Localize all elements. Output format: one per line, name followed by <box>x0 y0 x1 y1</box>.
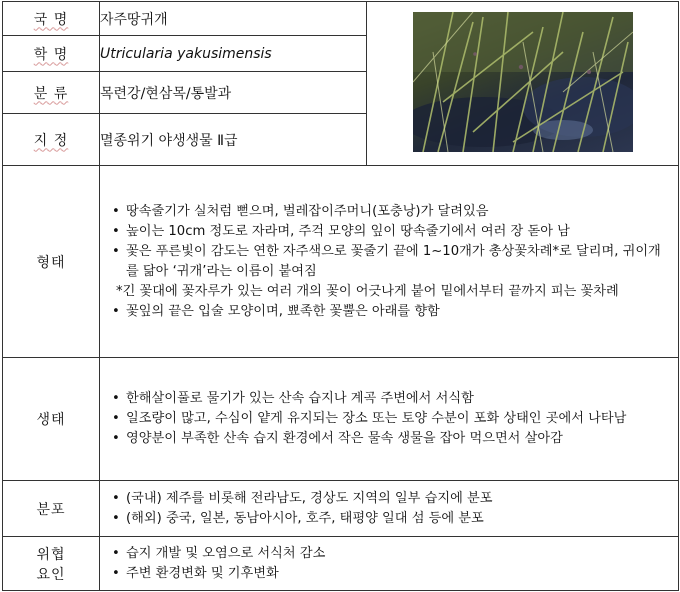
scientific-name-label: 학 명 <box>3 36 100 72</box>
ecology-content <box>100 358 679 481</box>
list-item: • 땅속줄기가 실처럼 뻗으며, 벌레잡이주머니(포충낭)가 달려있음 <box>112 203 489 219</box>
scientific-name-value: Utricularia yakusimensis <box>100 36 367 72</box>
species-info-table <box>2 1 679 591</box>
morphology-content <box>100 166 679 358</box>
row-korean-name <box>3 2 679 36</box>
list-item: • 한해살이풀로 물기가 있는 산속 습지나 계곡 주변에서 서식함 <box>112 391 474 406</box>
ecology-label: 생태 <box>3 358 100 481</box>
footnote: *긴 꽃대에 꽃자루가 있는 여러 개의 꽃이 어긋나게 붙어 밑에서부터 끝까지 피는 꽃차례 <box>116 283 619 299</box>
row-ecology <box>3 358 679 481</box>
classification-label: 분 류 <box>3 72 100 114</box>
morphology-list <box>100 202 678 322</box>
plant-photo <box>413 12 633 152</box>
distribution-content <box>100 481 679 537</box>
photo-cell <box>367 2 679 166</box>
list-item: • 꽃은 푸른빛이 감도는 연한 자주색으로 꽃줄기 끝에 1~10개가 총상꽃차례*로 달리며, 귀이개를 닮아 ‘귀개’라는 이름이 붙여짐 <box>112 243 661 279</box>
row-distribution <box>3 481 679 537</box>
list-item: • 높이는 10cm 정도로 자라며, 주걱 모양의 잎이 땅속줄기에서 여러 장 돋아 남 <box>112 223 570 239</box>
designation-value: 멸종위기 야생생물 Ⅱ급 <box>100 114 367 166</box>
designation-label: 지 정 <box>3 114 100 166</box>
list-item: • 주변 환경변화 및 기후변화 <box>112 565 279 581</box>
threats-list <box>100 544 678 584</box>
korean-name-value: 자주땅귀개 <box>100 2 367 36</box>
korean-name-label: 국 명 <box>3 2 100 36</box>
threats-label-line2: 요인 <box>36 566 66 583</box>
classification-value: 목련강/현삼목/통발과 <box>100 72 367 114</box>
morphology-label: 형태 <box>3 166 100 358</box>
row-threats <box>3 537 679 591</box>
threats-content <box>100 537 679 591</box>
list-item: • (국내) 제주를 비롯해 전라남도, 경상도 지역의 일부 습지에 분포 <box>112 490 493 506</box>
ecology-list <box>100 389 678 449</box>
row-morphology <box>3 166 679 358</box>
list-item: • 영양분이 부족한 산속 습지 환경에서 작은 물속 생물을 잡아 먹으면서 살아감 <box>112 431 563 446</box>
distribution-list <box>100 489 678 529</box>
list-item: • 습지 개발 및 오염으로 서식처 감소 <box>112 545 326 561</box>
threats-label-line1: 위협 <box>36 546 66 563</box>
list-item: • (해외) 중국, 일본, 동남아시아, 호주, 태평양 일대 섬 등에 분포 <box>112 510 484 526</box>
threats-label <box>3 537 100 591</box>
distribution-label: 분포 <box>3 481 100 537</box>
list-item: • 일조량이 많고, 수심이 얕게 유지되는 장소 또는 토양 수분이 포화 상태인 곳에서 나타남 <box>112 411 627 426</box>
list-item: • 꽃잎의 끝은 입술 모양이며, 뾰족한 꽃뿔은 아래를 향함 <box>112 303 440 319</box>
